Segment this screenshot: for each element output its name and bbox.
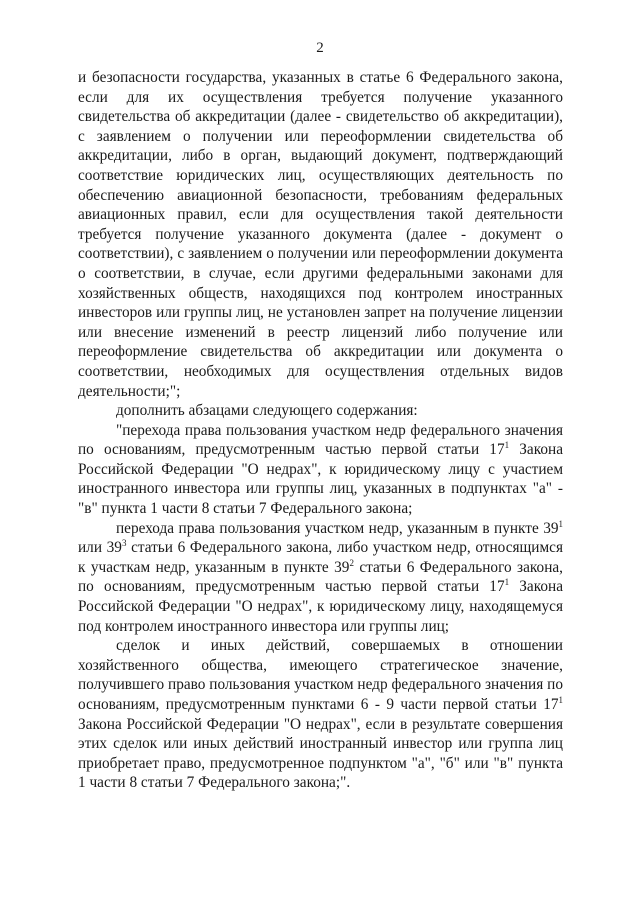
superscript: 3 xyxy=(121,538,127,549)
text-segment: "перехода права пользования участком недр федерального значения по основаниям, предусмотренным частью первой статьи 17 xyxy=(78,421,563,459)
superscript: 1 xyxy=(558,695,563,705)
paragraph-1 xyxy=(78,68,563,401)
text-segment: Закона Российской Федерации "О недрах", к юридическому лицу, находящемуся под контролем иностранного инвестора или группы лиц; xyxy=(78,578,563,635)
text-segment: перехода права пользования участком недр, указанным в пункте 39 xyxy=(116,519,559,537)
paragraph-5 xyxy=(78,636,563,793)
text-segment: или 39 xyxy=(78,539,122,557)
page-number: 2 xyxy=(316,40,324,56)
paragraph-3 xyxy=(78,421,563,519)
text-segment: Закона Российской Федерации "О недрах", если в результате совершения этих сделок или иных действий иностранный инвестор или группа лиц приобретает право, предусмотренное подпунктом "а", "б" или "в" пункта 1 части 8 статьи 7 Федерального закона;". xyxy=(78,715,563,792)
paragraph-2 xyxy=(78,401,563,421)
paragraph-4 xyxy=(78,519,563,637)
text-segment: статьи 6 Федерального закона, по основаниям, предусмотренным частью первой статьи 17 xyxy=(78,558,563,596)
superscript: 2 xyxy=(349,557,354,568)
text-segment: Закона Российской Федерации "О недрах", к юридическому лицу с участием иностранного инвестора или группы лиц, указанных в подпунктах "а" - "в" пункта 1 части 8 статьи 7 Федерального закона; xyxy=(78,441,563,518)
text-segment: сделок и иных действий, совершаемых в отношении хозяйственного общества, имеющего стратегическое значение, получившего право пользования участком недр федерального значения по основаниям, предусмотренным пунктами 6 - 9 части первой статьи 17 xyxy=(78,637,563,713)
superscript: 1 xyxy=(558,518,563,529)
superscript: 1 xyxy=(504,577,510,588)
text-segment: и безопасности государства, указанных в статье 6 Федерального закона, если для их осуществления требуется получение указанного свидетельства об аккредитации (далее - свидетельство об аккредитации), с заявлением о получении или переоформлении свидетельства об аккредитации, либо в орган, выдающий документ, подтверждающий соответствие юридических лиц, осуществляющих деятельность по обеспечению авиационной безопасности, требованиям федеральных авиационных правил, если для осуществления такой деятельности требуется получение указанного документа (далее - документ о соответствии), с заявлением о получении или переоформлении документа о соответствии, в случае, если другими федеральными законами для хозяйственных обществ, находящихся под контролем иностранных инвесторов или группы лиц, не установлен запрет на получение лицензии или внесение изменений в реестр лицензий либо получение или переоформление свидетельства об аккредитации или документа о соответствии, необходимых для осуществления отдельных видов деятельности;"; xyxy=(78,69,563,400)
text-segment: дополнить абзацами следующего содержания: xyxy=(116,402,418,420)
document-body xyxy=(78,68,563,793)
superscript: 1 xyxy=(504,440,510,451)
text-segment: статьи 6 Федерального закона, либо участком недр, относящимся к участкам недр, указанным в пункте 39 xyxy=(78,539,563,576)
